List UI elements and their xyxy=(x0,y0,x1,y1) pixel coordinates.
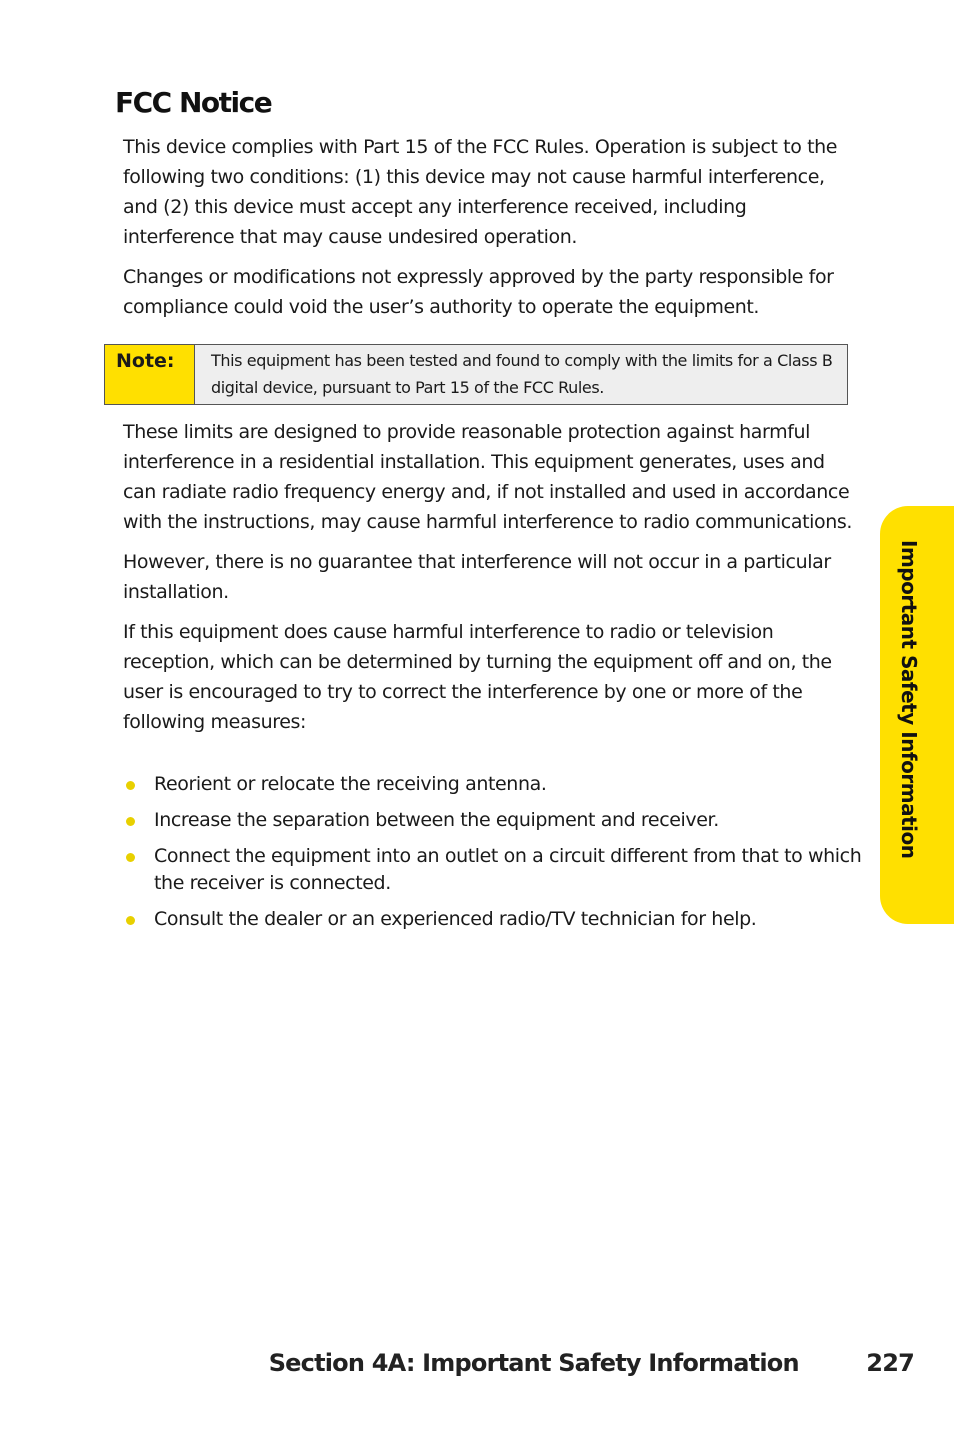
note-box xyxy=(104,344,848,405)
measures-list xyxy=(123,771,863,942)
note-text: This equipment has been tested and found to comply with the limits for a Class B digital device, pursuant to Part 15 of the FCC Rules. xyxy=(195,345,847,404)
bullet-icon xyxy=(126,781,135,790)
list-item xyxy=(123,771,863,798)
footer-section-title: Section 4A: Important Safety Information xyxy=(268,1349,799,1377)
note-label: Note: xyxy=(105,345,195,404)
page-number: 227 xyxy=(866,1349,914,1377)
body-paragraph: If this equipment does cause harmful interference to radio or television reception, which can be determined by turning the equipment off and on, the user is encouraged to try to correct the interference by one or more of the following measures: xyxy=(123,621,832,733)
body-paragraph: These limits are designed to provide reasonable protection against harmful interference in a residential installation. This equipment generates, uses and can radiate radio frequency energy and, if not installed and used in accordance with the instructions, may cause harmful interference to radio communications. xyxy=(123,421,853,533)
bullet-icon xyxy=(126,817,135,826)
list-item-text: Increase the separation between the equipment and receiver. xyxy=(154,809,719,831)
body-section xyxy=(123,417,863,737)
intro-section xyxy=(123,132,863,322)
intro-paragraph: Changes or modifications not expressly approved by the party responsible for compliance could void the user’s authority to operate the equipment. xyxy=(123,266,834,318)
bullet-icon xyxy=(126,916,135,925)
list-item xyxy=(123,807,863,834)
page-footer xyxy=(269,1349,914,1377)
list-item xyxy=(123,906,863,933)
list-item-text: Connect the equipment into an outlet on a circuit different from that to which the receiver is connected. xyxy=(154,845,862,894)
page-title: FCC Notice xyxy=(115,86,272,119)
intro-paragraph: This device complies with Part 15 of the FCC Rules. Operation is subject to the following two conditions: (1) this device may not cause harmful interference, and (2) this device must accept any interference received, including interference that may cause undesired operation. xyxy=(123,136,838,248)
side-tab-label: Important Safety Information xyxy=(897,540,921,859)
list-item xyxy=(123,843,863,897)
list-item-text: Reorient or relocate the receiving antenna. xyxy=(154,773,547,795)
body-paragraph: However, there is no guarantee that interference will not occur in a particular installation. xyxy=(123,551,831,603)
list-item-text: Consult the dealer or an experienced radio/TV technician for help. xyxy=(154,908,757,930)
bullet-icon xyxy=(126,853,135,862)
section-side-tab xyxy=(880,506,954,924)
